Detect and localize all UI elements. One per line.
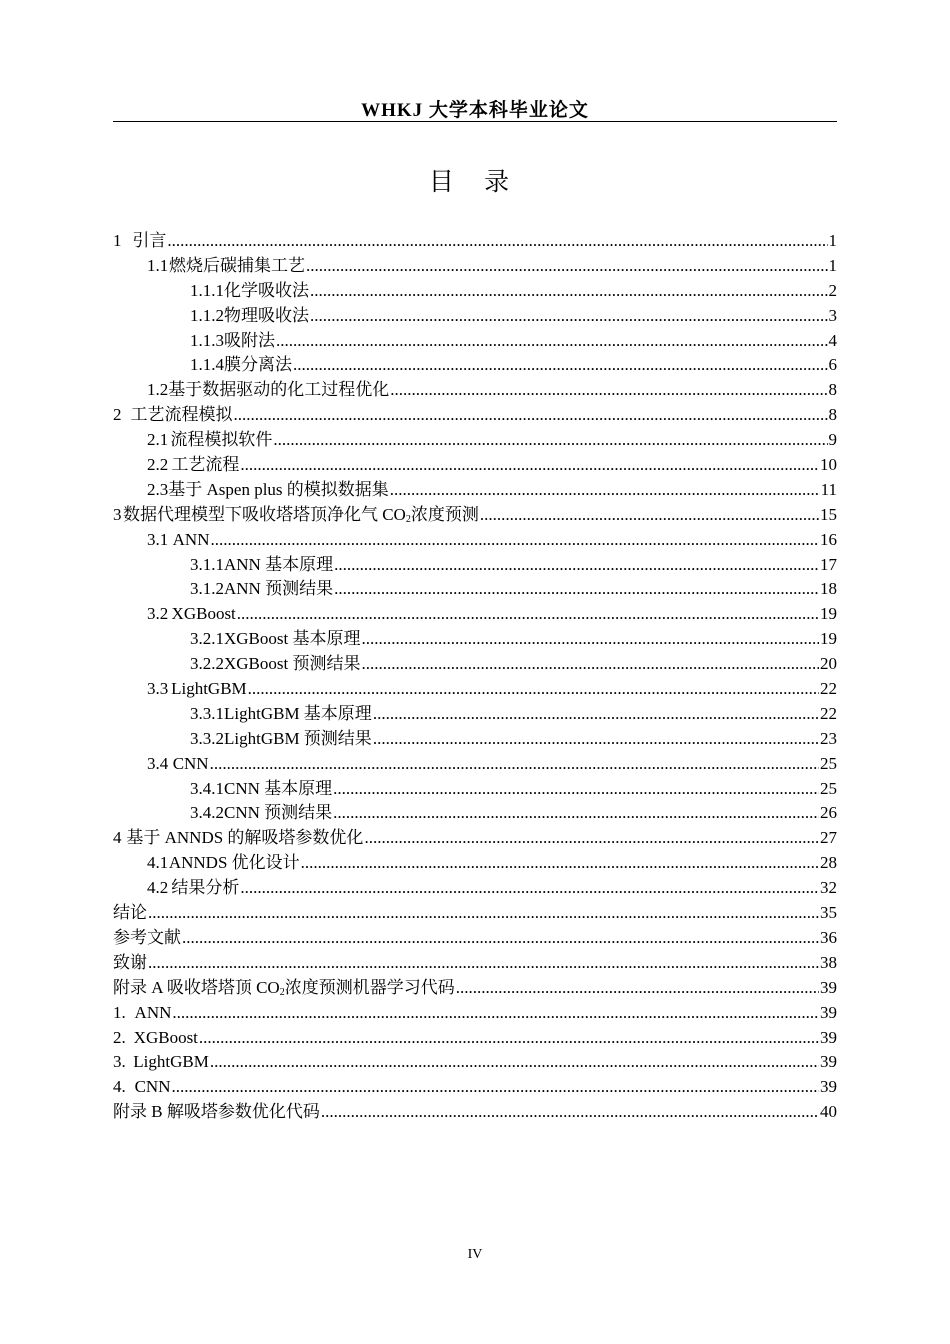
toc-entry-page: 23 (820, 728, 837, 748)
toc-dot-leader (333, 777, 819, 802)
toc-entry-page: 3 (828, 305, 837, 325)
toc-entry[interactable] (113, 478, 837, 503)
toc-entry-page: 8 (828, 405, 837, 425)
toc-entry-number: 2 (113, 405, 122, 425)
toc-entry-label-part: 附录 A 吸收塔塔顶 CO (113, 977, 280, 997)
toc-entry-page: 19 (820, 629, 837, 649)
toc-entry-label: 基于 ANNDS 的解吸塔参数优化 (126, 828, 364, 848)
toc-entry[interactable] (113, 901, 837, 926)
toc-entry-label (123, 503, 479, 528)
toc-entry-page: 38 (820, 952, 837, 972)
toc-entry-page: 6 (828, 355, 837, 375)
toc-entry[interactable] (113, 876, 837, 901)
toc-entry-number: 1.1.4 (190, 355, 224, 375)
toc-entry-number: 3.2.1 (190, 629, 224, 649)
toc-entry-label: 附录 B 解吸塔参数优化代码 (113, 1102, 320, 1122)
toc-dot-leader (148, 901, 819, 926)
toc-dot-leader (310, 304, 828, 329)
toc-entry-label: XGBoost 基本原理 (224, 629, 361, 649)
header-rule (113, 121, 837, 122)
toc-dot-leader (211, 528, 820, 553)
toc-entry-number: 1.1 (147, 255, 169, 275)
toc-entry[interactable] (113, 279, 837, 304)
toc-entry-page: 28 (820, 853, 837, 873)
toc-entry-label-part: 浓度预测 (410, 504, 479, 524)
toc-entry-label: ANNDS 优化设计 (168, 853, 300, 873)
toc-entry[interactable] (113, 652, 837, 677)
toc-entry-page: 40 (820, 1102, 837, 1122)
toc-dot-leader (456, 976, 819, 1001)
toc-entry-page: 27 (820, 828, 837, 848)
toc-entry[interactable] (113, 826, 837, 851)
toc-entry[interactable] (113, 752, 837, 777)
toc-entry-label: 参考文献 (113, 927, 181, 947)
toc-dot-leader (310, 279, 828, 304)
toc-entry-label: 结论 (113, 903, 147, 923)
toc-entry-label: ANN (134, 1002, 172, 1022)
toc-entry-number: 1.1.2 (190, 305, 224, 325)
toc-entry-page: 10 (820, 455, 837, 475)
toc-dot-leader (237, 602, 819, 627)
toc-entry-number: 4 (113, 828, 122, 848)
toc-entry-number: 3.1.2 (190, 579, 224, 599)
toc-entry-page: 19 (820, 604, 837, 624)
toc-entry-label: CNN 预测结果 (224, 803, 333, 823)
toc-entry-label: XGBoost (133, 1027, 198, 1047)
toc-entry[interactable] (113, 1075, 837, 1100)
toc-entry-label: 工艺流程 (171, 455, 240, 475)
toc-entry-page: 39 (820, 1077, 837, 1097)
toc-entry-label: 基于 Aspen plus 的模拟数据集 (168, 479, 389, 499)
toc-entry-page: 9 (828, 430, 837, 450)
toc-entry-number: 3.3.2 (190, 728, 224, 748)
toc-entry[interactable] (113, 677, 837, 702)
toc-entry-page: 25 (820, 778, 837, 798)
toc-dot-leader (273, 428, 827, 453)
toc-entry-number: 2.2 (147, 455, 169, 475)
toc-dot-leader (171, 1075, 819, 1100)
toc-entry-label: 致谢 (113, 952, 147, 972)
toc-entry-number: 3.4 (147, 753, 169, 773)
toc-entry[interactable] (113, 627, 837, 652)
toc-entry[interactable] (113, 553, 837, 578)
toc-entry[interactable] (113, 1100, 837, 1125)
toc-dot-leader (301, 851, 819, 876)
toc-dot-leader (199, 1026, 819, 1051)
toc-dot-leader (167, 229, 827, 254)
toc-entry[interactable] (113, 403, 837, 428)
running-header: WHKJ 大学本科毕业论文 (361, 100, 589, 121)
toc-entry-number: 1. (113, 1002, 126, 1022)
toc-entry[interactable] (113, 577, 837, 602)
toc-entry-label: 流程模拟软件 (170, 430, 273, 450)
toc-dot-leader (321, 1100, 819, 1125)
toc-entry-label: 化学吸收法 (224, 280, 309, 300)
toc-entry[interactable] (113, 229, 837, 254)
toc-entry-label (113, 976, 455, 1001)
toc-entry[interactable] (113, 329, 837, 354)
toc-entry-label: CNN (172, 753, 209, 773)
toc-entry-number: 3.3.1 (190, 703, 224, 723)
toc-entry-subscript: 2 (405, 513, 411, 525)
toc-entry-label: LightGBM (171, 679, 247, 699)
toc-entry-number: 1.1.3 (190, 330, 224, 350)
toc-entry-page: 20 (820, 654, 837, 674)
toc-dot-leader (210, 752, 819, 777)
toc-entry[interactable] (113, 777, 837, 802)
toc-entry[interactable] (113, 702, 837, 727)
toc-entry-page: 39 (820, 1052, 837, 1072)
toc-entry-label: LightGBM 基本原理 (224, 703, 372, 723)
toc-entry-label: CNN (134, 1077, 171, 1097)
toc-entry-label: LightGBM 预测结果 (224, 728, 372, 748)
toc-entry-page: 2 (828, 280, 837, 300)
toc-entry-page: 26 (820, 803, 837, 823)
toc-entry-subscript: 2 (279, 986, 285, 998)
toc-entry-number: 1.1.1 (190, 280, 224, 300)
toc-dot-leader (361, 627, 819, 652)
toc-entry-page: 11 (820, 479, 837, 499)
toc-entry-label: 燃烧后碳捕集工艺 (168, 255, 305, 275)
toc-dot-leader (172, 1001, 819, 1026)
toc-entry[interactable] (113, 528, 837, 553)
toc-entry-page: 4 (828, 330, 837, 350)
toc-entry-page: 22 (820, 703, 837, 723)
toc-entry[interactable] (113, 976, 837, 1001)
toc-dot-leader (364, 826, 819, 851)
toc-entry-number: 1 (113, 231, 122, 250)
toc-entry-number: 2.3 (147, 479, 169, 499)
toc-entry-number: 3. (113, 1052, 126, 1072)
page-title: 目 录 (428, 169, 522, 196)
toc-dot-leader (306, 254, 828, 279)
toc-entry-page: 35 (820, 903, 837, 923)
toc-entry-page: 16 (820, 529, 837, 549)
toc-entry[interactable] (113, 926, 837, 951)
toc-dot-leader (334, 577, 819, 602)
toc-entry-number: 3.1 (147, 529, 169, 549)
toc-dot-leader (293, 353, 828, 378)
toc-entry-number: 3.1.1 (190, 554, 224, 574)
toc-entry[interactable] (113, 1050, 837, 1075)
toc-entry-number: 1.2 (147, 380, 169, 400)
toc-dot-leader (334, 553, 819, 578)
toc-entry[interactable] (113, 353, 837, 378)
toc-entry-label: 引言 (132, 231, 167, 250)
toc-dot-leader (276, 329, 828, 354)
toc-entry-page: 22 (820, 679, 837, 699)
toc-dot-leader (390, 378, 827, 403)
toc-entry-label: ANN 预测结果 (224, 579, 334, 599)
toc-entry-number: 3.3 (147, 679, 169, 699)
toc-entry-number: 3.2 (147, 604, 169, 624)
toc-entry-number: 4. (113, 1077, 126, 1097)
toc-dot-leader (240, 876, 819, 901)
toc-entry-page: 39 (820, 1002, 837, 1022)
toc-entry-page: 8 (828, 380, 837, 400)
toc-dot-leader (373, 727, 819, 752)
toc-entry[interactable] (113, 503, 837, 528)
toc-entry-page: 1 (828, 255, 837, 275)
toc-entry-number: 3 (113, 504, 122, 524)
toc-entry[interactable] (113, 453, 837, 478)
toc-entry-label: ANN (172, 529, 210, 549)
toc-dot-leader (148, 951, 819, 976)
toc-entry[interactable] (113, 304, 837, 329)
toc-entry-number: 2. (113, 1027, 126, 1047)
toc-entry[interactable] (113, 254, 837, 279)
toc-entry-label: 结果分析 (171, 878, 240, 898)
toc-entry-label: 吸附法 (224, 330, 275, 350)
toc-entry-number: 2.1 (147, 430, 169, 450)
toc-entry-label: 工艺流程模拟 (130, 405, 233, 425)
toc-entry-label-part: 浓度预测机器学习代码 (284, 977, 455, 997)
toc-entry[interactable] (113, 727, 837, 752)
toc-entry-page: 25 (820, 753, 837, 773)
toc-entry-page: 36 (820, 927, 837, 947)
toc-dot-leader (210, 1050, 819, 1075)
toc-entry-number: 3.4.2 (190, 803, 224, 823)
toc-dot-leader (480, 503, 819, 528)
toc-entry-page: 17 (820, 554, 837, 574)
toc-dot-leader (333, 801, 819, 826)
toc-dot-leader (390, 478, 820, 503)
toc-entry[interactable] (113, 951, 837, 976)
toc-entry-page: 39 (820, 977, 837, 997)
toc-entry[interactable] (113, 428, 837, 453)
toc-entry-number: 4.1 (147, 853, 169, 873)
toc-entry-page: 39 (820, 1027, 837, 1047)
toc-entry-label-part: 数据代理模型下吸收塔塔顶净化气 CO (122, 504, 406, 524)
page-number: IV (467, 1247, 483, 1262)
toc-entry[interactable] (113, 378, 837, 403)
toc-entry-label: LightGBM (133, 1052, 209, 1072)
toc-entry-page: 15 (820, 504, 837, 524)
toc-entry-number: 3.2.2 (190, 654, 224, 674)
toc-dot-leader (233, 403, 827, 428)
toc-dot-leader (240, 453, 819, 478)
toc-entry-label: 膜分离法 (224, 355, 292, 375)
toc-entry[interactable] (113, 851, 837, 876)
toc-entry-number: 4.2 (147, 878, 169, 898)
toc-entry-label: ANN 基本原理 (224, 554, 334, 574)
toc-entry-label: 基于数据驱动的化工过程优化 (168, 380, 390, 400)
toc-entry-page: 32 (820, 878, 837, 898)
toc-entry-label: XGBoost (171, 604, 236, 624)
toc-entry-number: 3.4.1 (190, 778, 224, 798)
toc-dot-leader (182, 926, 819, 951)
toc-entry[interactable] (113, 801, 837, 826)
toc-dot-leader (373, 702, 819, 727)
toc-dot-leader (361, 652, 819, 677)
toc-dot-leader (248, 677, 819, 702)
toc-entry-label: 物理吸收法 (224, 305, 309, 325)
table-of-contents (113, 229, 837, 1125)
toc-entry-page: 18 (820, 579, 837, 599)
toc-entry-label: XGBoost 预测结果 (224, 654, 361, 674)
toc-entry[interactable] (113, 1001, 837, 1026)
toc-entry-page: 1 (828, 231, 837, 250)
toc-entry[interactable] (113, 602, 837, 627)
toc-entry[interactable] (113, 1026, 837, 1051)
toc-entry-label: CNN 基本原理 (224, 778, 333, 798)
